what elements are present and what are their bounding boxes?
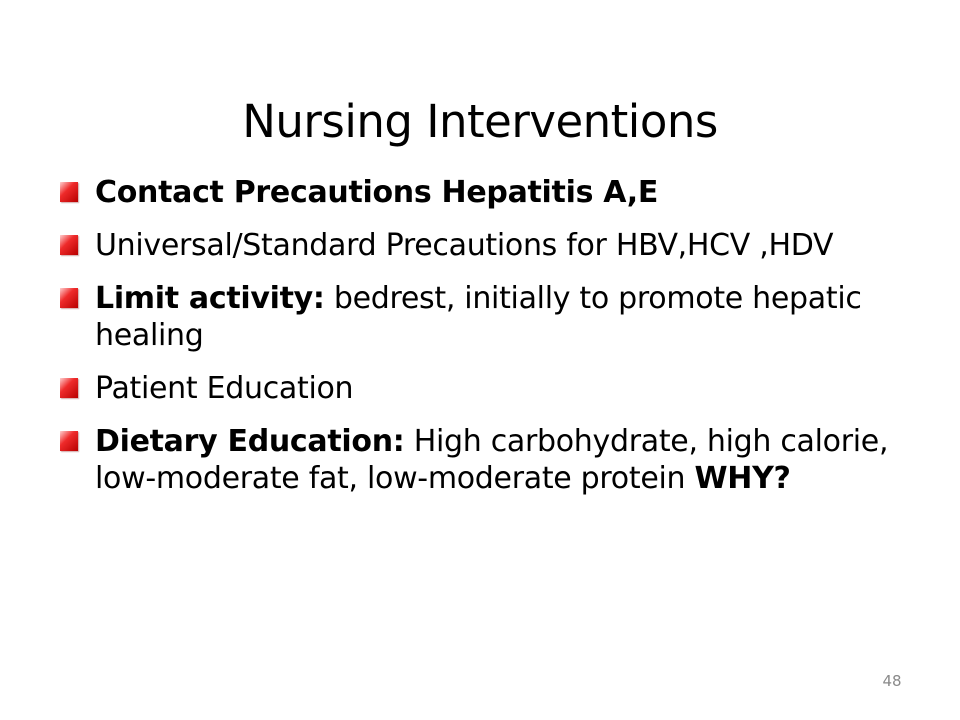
- bullet-dietary-education: [58, 423, 918, 497]
- bullet-list: [58, 174, 918, 513]
- bullet-contact-precautions: [58, 174, 918, 211]
- red-square-bullet-icon: [60, 378, 78, 398]
- red-square-bullet-icon: [60, 235, 78, 255]
- bullet-text: Patient Education: [95, 371, 354, 406]
- bullet-text: bedrest, initially to promote hepatic healing: [95, 281, 862, 353]
- bullet-limit-activity: [58, 280, 918, 354]
- red-square-bullet-icon: [60, 288, 78, 308]
- page-number: 48: [882, 672, 902, 690]
- bullet-patient-education: [58, 370, 918, 407]
- bullet-universal-precautions: [58, 227, 918, 264]
- bullet-bold-text: Contact Precautions Hepatitis A,E: [95, 175, 659, 210]
- red-square-bullet-icon: [60, 431, 78, 451]
- red-square-bullet-icon: [60, 182, 78, 202]
- bullet-bold-text: Dietary Education:: [95, 424, 405, 459]
- bullet-bold-text: Limit activity:: [95, 281, 325, 316]
- bullet-text: High carbohydrate, high calorie, low-moderate fat, low-moderate protein: [95, 424, 889, 496]
- bullet-bold-tail: WHY?: [694, 461, 791, 496]
- bullet-text: Universal/Standard Precautions for HBV,HCV ,HDV: [95, 228, 834, 263]
- slide-title: Nursing Interventions: [242, 95, 718, 149]
